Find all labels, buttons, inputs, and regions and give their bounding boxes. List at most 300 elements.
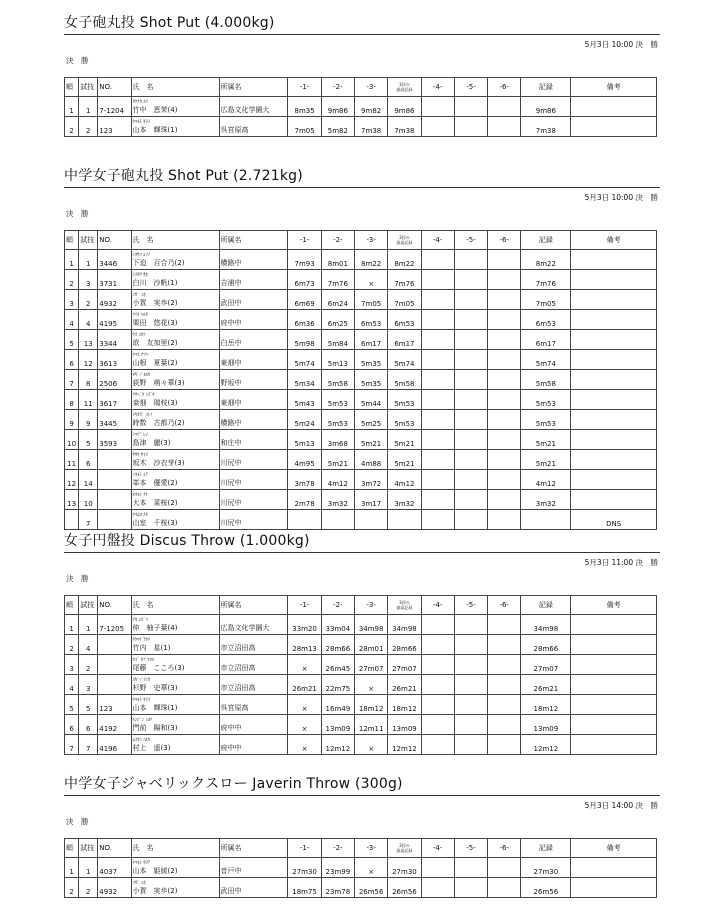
- cell-t4: [421, 350, 454, 370]
- cell-rank: 6: [65, 350, 79, 370]
- cell-t4: [421, 290, 454, 310]
- cell-t5: [454, 470, 487, 490]
- cell-name: [131, 410, 219, 430]
- cell-t4: [421, 430, 454, 450]
- athlete-name: 山根 夏葉(2): [132, 359, 178, 367]
- cell-t2: 3m68: [321, 430, 354, 450]
- cell-t5: [454, 655, 487, 675]
- athlete-name: 仲 柚子葉(4): [132, 624, 178, 632]
- best3-label-line1: 3回の: [399, 600, 410, 605]
- cell-record: 5m53: [521, 390, 571, 410]
- header-record: 記録: [521, 231, 571, 250]
- cell-order: 5: [79, 695, 98, 715]
- cell-team: 和庄中: [219, 430, 288, 450]
- cell-t5: [454, 290, 487, 310]
- cell-name: [131, 615, 219, 635]
- cell-best3: 28m66: [388, 635, 421, 655]
- athlete-name: 荻野 萌々華(3): [132, 379, 185, 387]
- cell-record: 6m17: [521, 330, 571, 350]
- cell-t6: [488, 450, 521, 470]
- cell-rank: [65, 510, 79, 530]
- cell-t2: 23m78: [321, 878, 354, 898]
- cell-t3: 3m17: [355, 490, 388, 510]
- cell-best3: 5m53: [388, 390, 421, 410]
- cell-t6: [488, 350, 521, 370]
- cell-note: [571, 117, 657, 137]
- header-t3: -3-: [355, 596, 388, 615]
- table-row: [65, 470, 657, 490]
- cell-t3: 8m22: [355, 250, 388, 270]
- cell-t1: 6m36: [288, 310, 321, 330]
- cell-best3: 27m30: [388, 858, 421, 878]
- cell-note: [571, 450, 657, 470]
- cell-note: [571, 270, 657, 290]
- results-table: [64, 230, 657, 530]
- header-order: 試技: [79, 596, 98, 615]
- cell-order: 3: [79, 675, 98, 695]
- cell-t4: [421, 270, 454, 290]
- cell-rank: 2: [65, 878, 79, 898]
- cell-t6: [488, 858, 521, 878]
- header-t3: -3-: [355, 839, 388, 858]
- cell-no: 123: [98, 695, 131, 715]
- cell-record: 26m56: [521, 878, 571, 898]
- cell-t4: [421, 715, 454, 735]
- cell-no: [98, 635, 131, 655]
- cell-best3: 26m56: [388, 878, 421, 898]
- round-label: 決 勝: [66, 209, 89, 218]
- cell-team: 呉宮原高: [219, 695, 288, 715]
- cell-team: 野坂中: [219, 370, 288, 390]
- cell-t4: [421, 615, 454, 635]
- table-row: [65, 490, 657, 510]
- cell-order: 1: [79, 615, 98, 635]
- cell-t3: 4m88: [355, 450, 388, 470]
- cell-best3: 8m22: [388, 250, 421, 270]
- cell-best3: 5m21: [388, 430, 421, 450]
- cell-no: [98, 450, 131, 470]
- cell-t3: 26m56: [355, 878, 388, 898]
- cell-t2: 4m12: [321, 470, 354, 490]
- cell-t2: 12m12: [321, 735, 354, 755]
- cell-t3: ×: [355, 858, 388, 878]
- cell-t3: 6m53: [355, 310, 388, 330]
- cell-t6: [488, 510, 521, 530]
- cell-record: 5m53: [521, 410, 571, 430]
- header-no: NO.: [98, 78, 131, 97]
- cell-name: [131, 430, 219, 450]
- cell-t5: [454, 330, 487, 350]
- header-best3: [388, 596, 421, 615]
- name-kana: ｵｺﾞ ｾﾘ ｺｺﾛ: [132, 658, 154, 663]
- header-no: NO.: [98, 596, 131, 615]
- cell-rank: 3: [65, 290, 79, 310]
- cell-t1: 6m73: [288, 270, 321, 290]
- cell-no: 123: [98, 117, 131, 137]
- cell-t3: 6m17: [355, 330, 388, 350]
- cell-name: [131, 330, 219, 350]
- header-name: 氏 名: [131, 231, 219, 250]
- cell-t2: 9m86: [321, 97, 354, 117]
- table-row: [65, 350, 657, 370]
- name-kana: ﾄｷｶｽﾞ ｺﾄﾉ: [132, 413, 153, 418]
- cell-t3: ×: [355, 675, 388, 695]
- cell-t1: 5m98: [288, 330, 321, 350]
- cell-t2: [321, 510, 354, 530]
- cell-note: [571, 635, 657, 655]
- header-team: 所属名: [219, 78, 288, 97]
- cell-record: 7m05: [521, 290, 571, 310]
- cell-t4: [421, 858, 454, 878]
- cell-record: 5m74: [521, 350, 571, 370]
- header-note: 備考: [571, 596, 657, 615]
- cell-no: 3593: [98, 430, 131, 450]
- table-row: [65, 635, 657, 655]
- athlete-name: 時数 古都乃(2): [132, 419, 185, 427]
- name-kana: ﾔﾏﾑﾛ ﾁｵ: [132, 513, 148, 518]
- cell-t3: ×: [355, 270, 388, 290]
- cell-name: [131, 510, 219, 530]
- cell-record: 7m76: [521, 270, 571, 290]
- cell-t5: [454, 878, 487, 898]
- cell-rank: 13: [65, 490, 79, 510]
- header-t3: -3-: [355, 231, 388, 250]
- cell-t2: 5m53: [321, 410, 354, 430]
- table-row: [65, 615, 657, 635]
- table-row: [65, 675, 657, 695]
- cell-note: DNS: [571, 510, 657, 530]
- header-order: 試技: [79, 78, 98, 97]
- round-label: 決 勝: [66, 817, 89, 826]
- name-kana: ｸﾜﾊﾞﾈ ﾐｽﾞｷ: [132, 393, 155, 398]
- round-label: 決 勝: [66, 574, 89, 583]
- cell-t5: [454, 510, 487, 530]
- athlete-name: 山本 輝珠(1): [132, 126, 178, 134]
- cell-t4: [421, 97, 454, 117]
- header-rank: 順: [65, 596, 79, 615]
- cell-record: 5m21: [521, 430, 571, 450]
- cell-record: 4m12: [521, 470, 571, 490]
- header-t1: -1-: [288, 596, 321, 615]
- header-best3: [388, 78, 421, 97]
- cell-name: [131, 310, 219, 330]
- cell-best3: 5m58: [388, 370, 421, 390]
- cell-name: [131, 250, 219, 270]
- cell-t3: 5m44: [355, 390, 388, 410]
- cell-name: [131, 270, 219, 290]
- athlete-name: 坂木 沙衣芽(3): [132, 459, 185, 467]
- table-row: [65, 695, 657, 715]
- cell-rank: 1: [65, 250, 79, 270]
- cell-note: [571, 675, 657, 695]
- cell-t1: 5m24: [288, 410, 321, 430]
- cell-t1: 5m34: [288, 370, 321, 390]
- header-t4: -4-: [421, 839, 454, 858]
- table-row: [65, 370, 657, 390]
- cell-no: 4932: [98, 290, 131, 310]
- cell-t5: [454, 97, 487, 117]
- cell-note: [571, 695, 657, 715]
- cell-name: [131, 470, 219, 490]
- cell-t2: 5m58: [321, 370, 354, 390]
- cell-rank: 4: [65, 310, 79, 330]
- best3-label-line2: 最高記録: [396, 848, 413, 853]
- cell-no: 4195: [98, 310, 131, 330]
- athlete-name: 小賀 実歩(2): [132, 299, 178, 307]
- cell-t5: [454, 270, 487, 290]
- cell-order: 5: [79, 430, 98, 450]
- header-record: 記録: [521, 78, 571, 97]
- cell-t2: 26m45: [321, 655, 354, 675]
- cell-t1: 3m78: [288, 470, 321, 490]
- header-t1: -1-: [288, 78, 321, 97]
- cell-t2: 3m32: [321, 490, 354, 510]
- cell-best3: 7m76: [388, 270, 421, 290]
- table-row: [65, 97, 657, 117]
- cell-best3: 34m98: [388, 615, 421, 635]
- cell-t4: [421, 655, 454, 675]
- title-rule: [64, 795, 660, 796]
- cell-best3: 13m09: [388, 715, 421, 735]
- header-order: 試技: [79, 839, 98, 858]
- cell-t6: [488, 615, 521, 635]
- cell-best3: 27m07: [388, 655, 421, 675]
- cell-name: [131, 290, 219, 310]
- cell-note: [571, 735, 657, 755]
- name-kana: ﾔﾏﾓﾄ ｷﾗｲ: [132, 698, 151, 703]
- cell-t4: [421, 510, 454, 530]
- cell-best3: 7m05: [388, 290, 421, 310]
- cell-record: 28m66: [521, 635, 571, 655]
- cell-name: [131, 858, 219, 878]
- cell-no: 3344: [98, 330, 131, 350]
- cell-team: 市立沼田高: [219, 655, 288, 675]
- event-title: 中学女子ジャベリックスロー Javerin Throw (300g): [64, 776, 403, 792]
- round-label: 決 勝: [66, 56, 89, 65]
- name-kana: ｺｶﾞ ﾐﾎ: [132, 881, 146, 886]
- cell-t5: [454, 250, 487, 270]
- cell-note: [571, 97, 657, 117]
- cell-t4: [421, 470, 454, 490]
- cell-order: 1: [79, 97, 98, 117]
- cell-t5: [454, 117, 487, 137]
- header-rank: 順: [65, 78, 79, 97]
- table-row: [65, 450, 657, 470]
- cell-t5: [454, 430, 487, 450]
- cell-t1: 5m43: [288, 390, 321, 410]
- cell-name: [131, 675, 219, 695]
- cell-note: [571, 290, 657, 310]
- cell-t6: [488, 470, 521, 490]
- cell-team: 広島文化学園大: [219, 615, 288, 635]
- cell-order: 14: [79, 470, 98, 490]
- cell-note: [571, 350, 657, 370]
- cell-order: 1: [79, 250, 98, 270]
- cell-t4: [421, 695, 454, 715]
- cell-t2: 13m09: [321, 715, 354, 735]
- cell-note: [571, 430, 657, 450]
- header-t2: -2-: [321, 231, 354, 250]
- header-t6: -6-: [488, 231, 521, 250]
- results-table: [64, 595, 657, 755]
- cell-t1: 7m93: [288, 250, 321, 270]
- best3-label-line2: 最高記録: [396, 605, 413, 610]
- name-kana: ｵｵﾓﾄ ﾅﾅ: [132, 493, 148, 498]
- cell-rank: 2: [65, 635, 79, 655]
- cell-record: [521, 510, 571, 530]
- event-title: 中学女子砲丸投 Shot Put (2.721kg): [64, 168, 303, 184]
- cell-t6: [488, 430, 521, 450]
- cell-rank: 3: [65, 655, 79, 675]
- results-table: [64, 838, 657, 898]
- cell-note: [571, 858, 657, 878]
- table-row: [65, 410, 657, 430]
- title-rule: [64, 552, 660, 553]
- header-t2: -2-: [321, 839, 354, 858]
- schedule-text: 5月3日 11:00 決 勝: [584, 558, 658, 567]
- cell-record: 12m12: [521, 735, 571, 755]
- cell-t6: [488, 310, 521, 330]
- athlete-name: 栗田 悠花(3): [132, 319, 178, 327]
- name-kana: ﾅｶ ﾕｽﾞﾊ: [132, 618, 148, 623]
- cell-order: 11: [79, 390, 98, 410]
- cell-best3: 18m12: [388, 695, 421, 715]
- name-kana: ﾐﾈﾓﾄ ﾕｱ: [132, 473, 148, 478]
- cell-team: 府中中: [219, 310, 288, 330]
- header-t5: -5-: [454, 839, 487, 858]
- name-kana: ｼﾀｻｺ ﾕﾘﾉ: [132, 253, 151, 258]
- cell-no: [98, 490, 131, 510]
- cell-t2: 7m76: [321, 270, 354, 290]
- cell-t6: [488, 878, 521, 898]
- athlete-name: 峯本 優愛(2): [132, 479, 178, 487]
- cell-no: 3613: [98, 350, 131, 370]
- name-kana: ｸﾘﾀ ﾊﾙｶ: [132, 313, 148, 318]
- schedule-text: 5月3日 10:00 決 勝: [584, 193, 658, 202]
- cell-record: 27m07: [521, 655, 571, 675]
- cell-t6: [488, 655, 521, 675]
- athlete-name: 山本 輝珠(1): [132, 704, 178, 712]
- cell-record: 13m09: [521, 715, 571, 735]
- cell-order: 1: [79, 858, 98, 878]
- cell-t4: [421, 410, 454, 430]
- athlete-name: 竹中 恵茉(4): [132, 106, 178, 114]
- cell-t4: [421, 370, 454, 390]
- cell-order: 2: [79, 655, 98, 675]
- cell-t1: 6m69: [288, 290, 321, 310]
- cell-no: 4196: [98, 735, 131, 755]
- cell-t6: [488, 410, 521, 430]
- name-kana: ｽｷﾞﾉ ﾌﾐｶ: [132, 678, 151, 683]
- cell-name: [131, 490, 219, 510]
- cell-rank: 12: [65, 470, 79, 490]
- cell-t2: 5m82: [321, 117, 354, 137]
- cell-t1: 5m13: [288, 430, 321, 450]
- cell-rank: 1: [65, 858, 79, 878]
- athlete-name: 村上 遥(3): [132, 744, 171, 752]
- cell-t3: 5m35: [355, 370, 388, 390]
- cell-name: [131, 715, 219, 735]
- cell-t3: 3m72: [355, 470, 388, 490]
- best3-label-line2: 最高記録: [396, 240, 413, 245]
- best3-label-line1: 3回の: [399, 235, 410, 240]
- header-order: 試技: [79, 231, 98, 250]
- cell-t3: 34m98: [355, 615, 388, 635]
- name-kana: ﾓﾝﾋﾞﾝ ﾐﾖﾘ: [132, 718, 153, 723]
- header-record: 記録: [521, 596, 571, 615]
- cell-t6: [488, 250, 521, 270]
- cell-rank: 10: [65, 430, 79, 450]
- cell-t1: 27m30: [288, 858, 321, 878]
- athlete-name: 小賀 実歩(2): [132, 887, 178, 895]
- cell-t5: [454, 635, 487, 655]
- header-t6: -6-: [488, 78, 521, 97]
- cell-note: [571, 370, 657, 390]
- table-row: [65, 250, 657, 270]
- cell-rank: 2: [65, 270, 79, 290]
- cell-record: 5m58: [521, 370, 571, 390]
- cell-note: [571, 655, 657, 675]
- cell-best3: 9m86: [388, 97, 421, 117]
- table-header-row: [65, 78, 657, 97]
- cell-best3: 3m32: [388, 490, 421, 510]
- header-team: 所属名: [219, 839, 288, 858]
- table-row: [65, 310, 657, 330]
- cell-t5: [454, 390, 487, 410]
- cell-best3: 5m21: [388, 450, 421, 470]
- cell-no: 3445: [98, 410, 131, 430]
- cell-note: [571, 310, 657, 330]
- cell-t6: [488, 290, 521, 310]
- header-name: 氏 名: [131, 596, 219, 615]
- cell-no: 7-1204: [98, 97, 131, 117]
- cell-name: [131, 450, 219, 470]
- cell-order: 2: [79, 117, 98, 137]
- cell-best3: 6m17: [388, 330, 421, 350]
- cell-t5: [454, 675, 487, 695]
- header-name: 氏 名: [131, 839, 219, 858]
- cell-t2: 22m75: [321, 675, 354, 695]
- best3-label-line1: 3回の: [399, 82, 410, 87]
- cell-t6: [488, 635, 521, 655]
- cell-no: 4192: [98, 715, 131, 735]
- cell-best3: 5m53: [388, 410, 421, 430]
- cell-note: [571, 250, 657, 270]
- cell-t6: [488, 390, 521, 410]
- cell-t3: 18m12: [355, 695, 388, 715]
- name-kana: ｵｷﾞﾉ ﾓﾓｶ: [132, 373, 151, 378]
- cell-note: [571, 330, 657, 350]
- cell-rank: 11: [65, 450, 79, 470]
- cell-t1: [288, 510, 321, 530]
- cell-t3: 5m21: [355, 430, 388, 450]
- cell-order: 4: [79, 635, 98, 655]
- header-t5: -5-: [454, 78, 487, 97]
- cell-t4: [421, 635, 454, 655]
- cell-name: [131, 390, 219, 410]
- event-title: 女子円盤投 Discus Throw (1.000kg): [64, 533, 310, 549]
- cell-team: 市立沼田高: [219, 675, 288, 695]
- cell-t3: 28m01: [355, 635, 388, 655]
- athlete-name: 欲 友加里(2): [132, 339, 178, 347]
- cell-note: [571, 715, 657, 735]
- table-row: [65, 878, 657, 898]
- title-rule: [64, 34, 660, 35]
- cell-order: 6: [79, 715, 98, 735]
- cell-t1: 26m21: [288, 675, 321, 695]
- cell-record: 34m98: [521, 615, 571, 635]
- name-kana: ｻｶｷ ｻｲﾒ: [132, 453, 148, 458]
